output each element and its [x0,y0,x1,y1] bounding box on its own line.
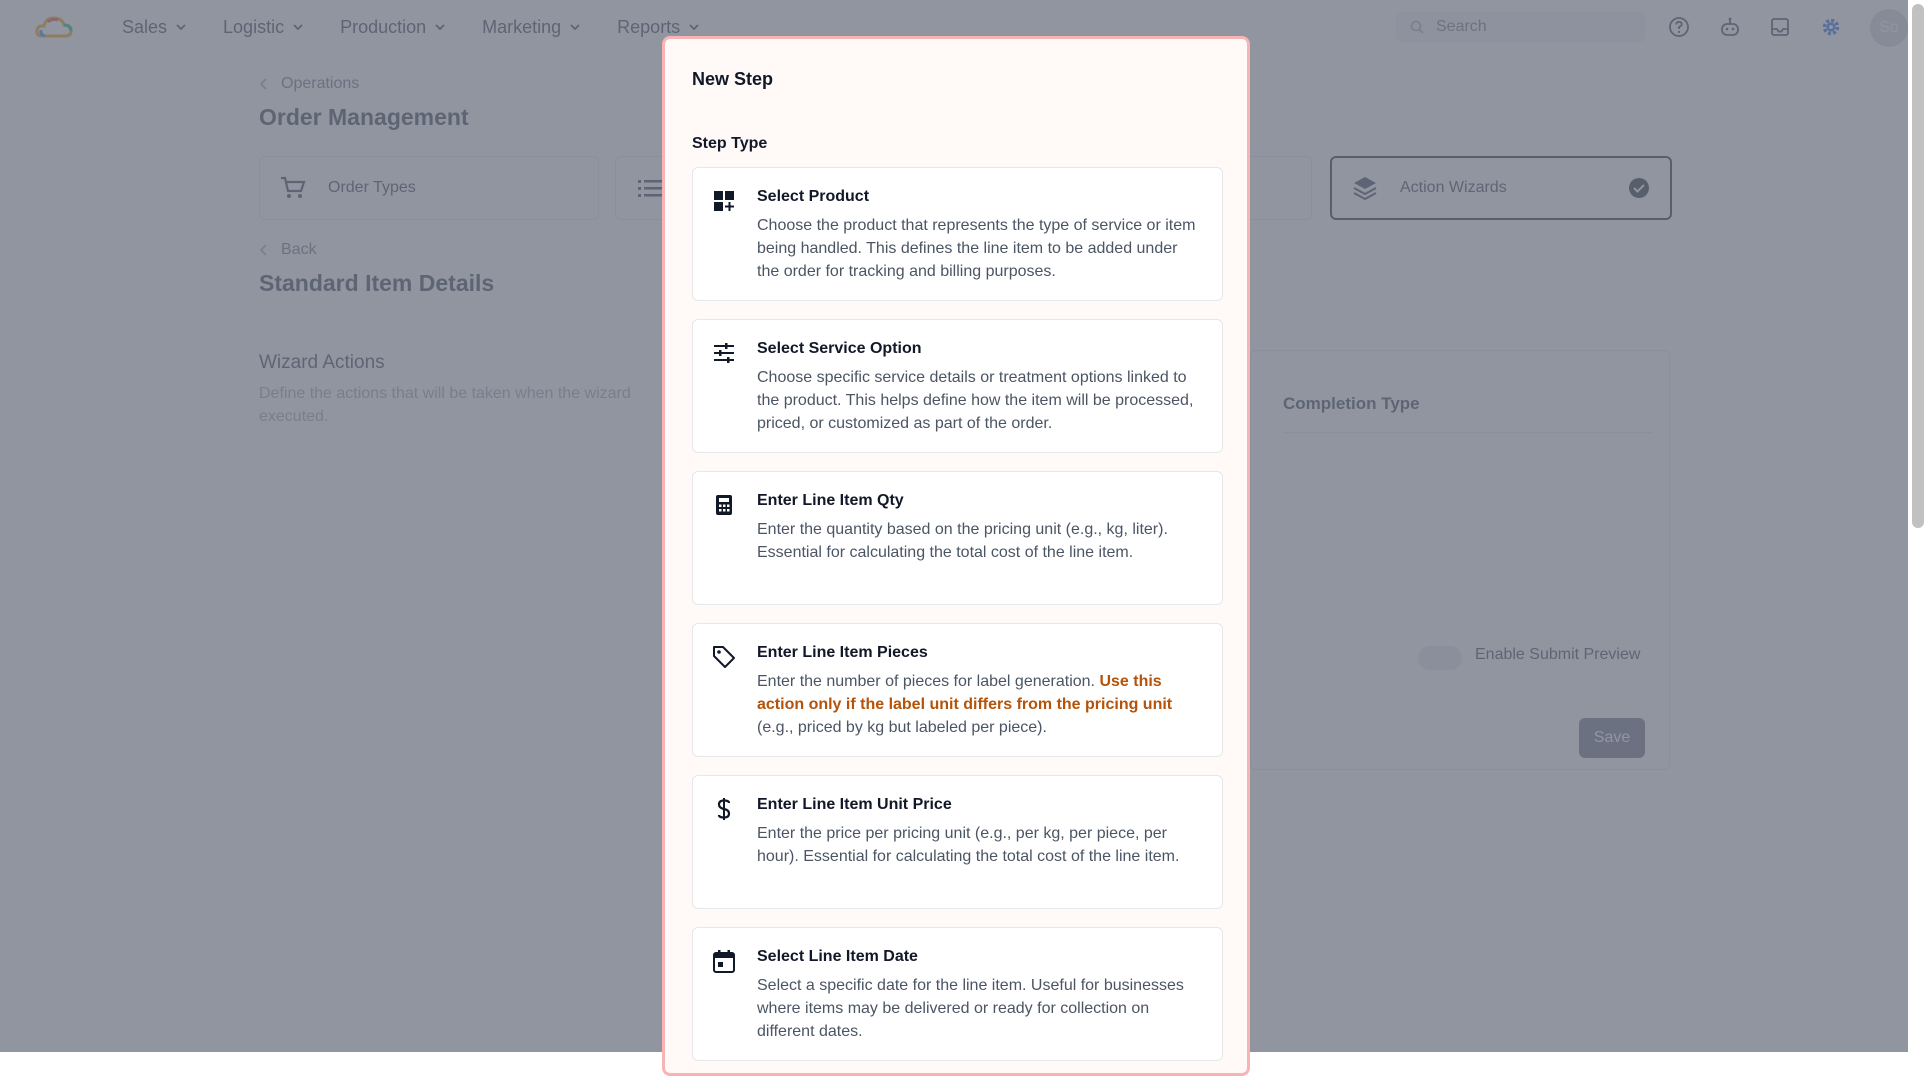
step-title: Enter Line Item Pieces [757,644,928,661]
step-option-select-product[interactable] [692,167,1223,301]
dollar-icon [711,796,737,822]
step-option-enter-line-item-qty[interactable] [692,471,1223,605]
step-type-label: Step Type [692,135,768,152]
scrollbar-thumb[interactable] [1912,4,1924,528]
step-description-text: Enter the number of pieces for label generation. [757,673,1100,690]
step-title: Select Line Item Date [757,948,918,965]
step-description: Choose the product that represents the type of service or item being handled. This defines the line item to be added under the order for tracking and billing purposes. [757,217,1196,280]
grid-plus-icon [711,188,737,214]
sliders-icon [711,340,737,366]
step-description [757,670,1197,739]
step-description: Enter the quantity based on the pricing unit (e.g., kg, liter). Essential for calculating the total cost of the line item. [757,521,1168,561]
step-description: Choose specific service details or treatment options linked to the product. This helps define how the item will be processed, priced, or customized as part of the order. [757,369,1194,432]
new-step-modal [662,36,1250,1076]
modal-title: New Step [692,69,774,89]
calculator-icon [711,492,737,518]
step-option-enter-line-item-unit-price[interactable] [692,775,1223,909]
step-option-select-line-item-date[interactable] [692,927,1223,1061]
step-option-enter-line-item-pieces[interactable] [692,623,1223,757]
step-title: Select Service Option [757,340,922,357]
tag-icon [711,644,737,670]
step-description-warning: Use this action only if the label unit differs from the pricing unit [757,673,1173,713]
step-title: Select Product [757,188,870,205]
step-title: Enter Line Item Qty [757,492,904,509]
step-option-select-service-option[interactable] [692,319,1223,453]
step-description: Enter the price per pricing unit (e.g., per kg, per piece, per hour). Essential for calculating the total cost of the line item. [757,825,1180,865]
calendar-icon [711,948,737,974]
step-title: Enter Line Item Unit Price [757,796,952,813]
step-description: Select a specific date for the line item. Useful for businesses where items may be delivered or ready for collection on different dates. [757,977,1184,1040]
step-description-example: (e.g., priced by kg but labeled per piece). [757,719,1047,736]
